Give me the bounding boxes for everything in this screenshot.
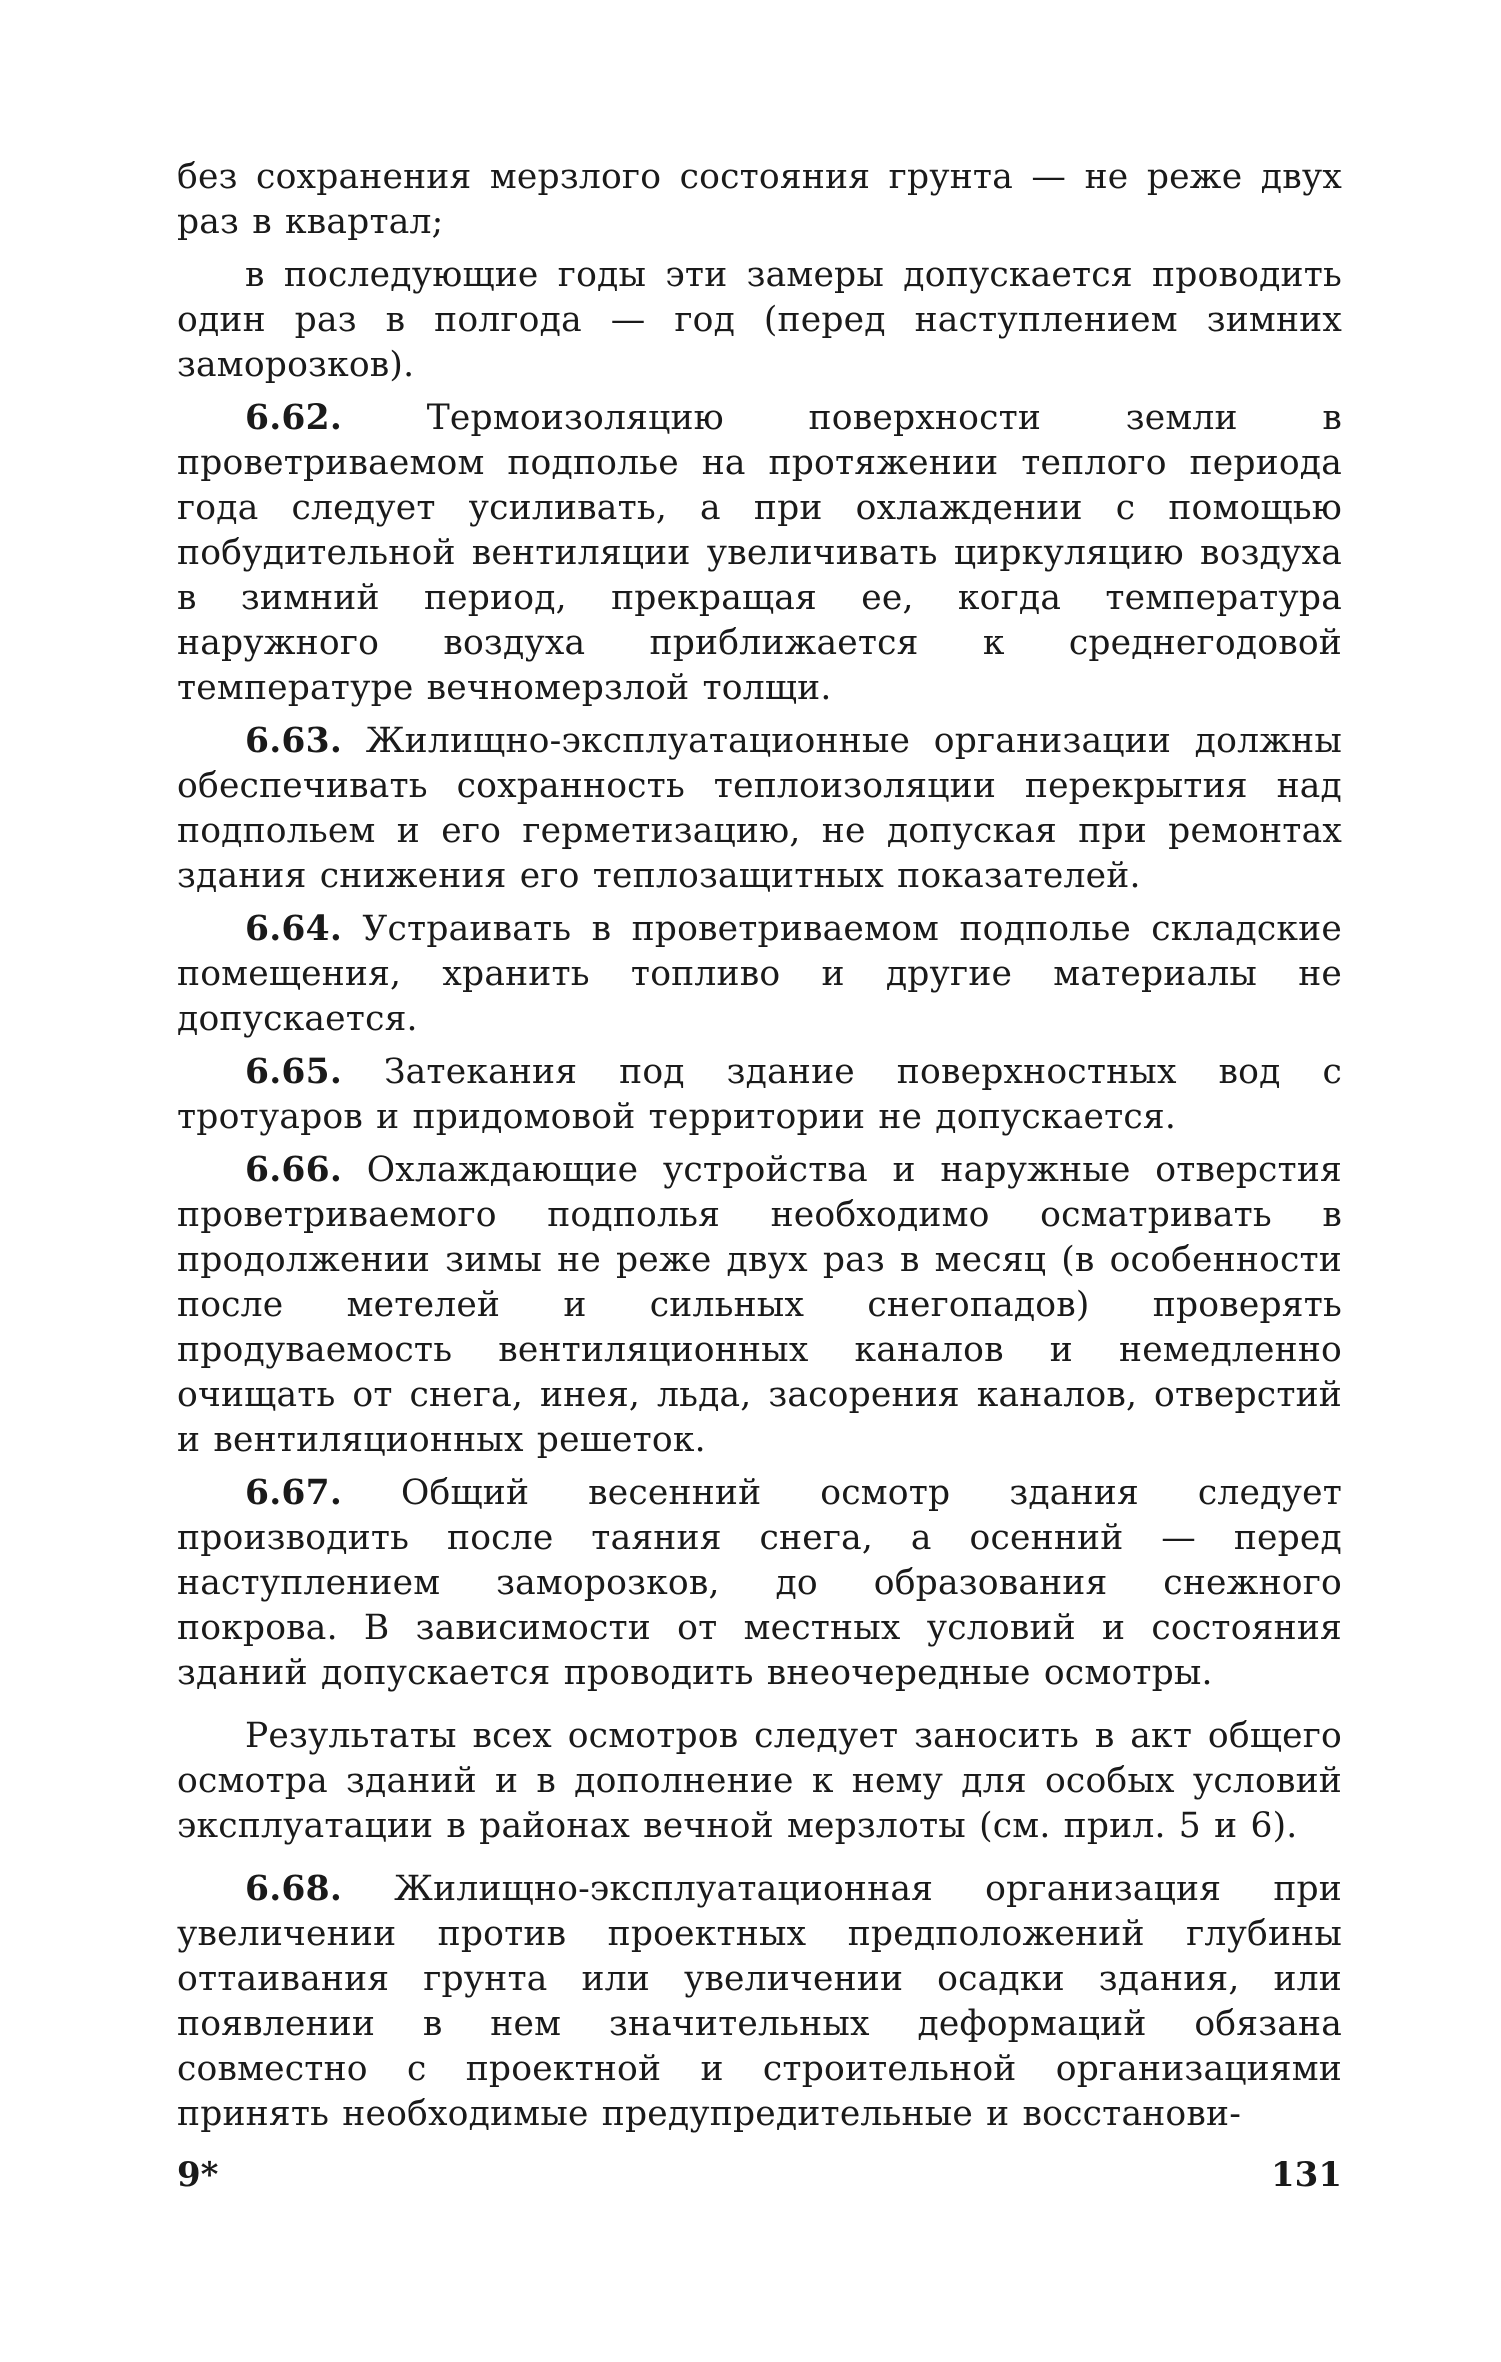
clause-6-62	[177, 396, 1342, 711]
clause-text: Жилищно-эксплуатационные организации должны обеспечивать сохранность теплоизоляции перекрытия над подпольем и его герметизацию, не допуская при ремонтах здания снижения его теплозащитных показателей.	[177, 721, 1342, 896]
clause-number: 6.64.	[245, 909, 343, 949]
clause-text: Общий весенний осмотр здания следует производить после таяния снега, а осенний — перед наступлением заморозков, до образования снежного покрова. В зависимости от местных условий и состояния зданий допускается проводить внеочередные осмотры.	[177, 1473, 1342, 1693]
clause-number: 6.68.	[245, 1869, 343, 1909]
paragraph-text: в последующие годы эти замеры допускается проводить один раз в полгода — год (перед наступлением зимних заморозков).	[177, 255, 1342, 385]
clause-6-65	[177, 1050, 1342, 1140]
paragraph-text: Результаты всех осмотров следует заносить в акт общего осмотра зданий и в дополнение к нему для особых условий эксплуатации в районах вечной мерзлоты (см. прил. 5 и 6).	[177, 1716, 1342, 1846]
paragraph-text: без сохранения мерзлого состояния грунта — не реже двух раз в квартал;	[177, 157, 1342, 242]
clause-text: Устраивать в проветриваемом подполье складские помещения, хранить топливо и другие материалы не допускается.	[177, 909, 1342, 1039]
page-footer	[177, 2155, 1342, 2195]
clause-6-64	[177, 907, 1342, 1042]
paragraph	[177, 253, 1342, 388]
paragraph-continuation	[177, 155, 1342, 245]
clause-text: Охлаждающие устройства и наружные отверстия проветриваемого подполья необходимо осматривать в продолжении зимы не реже двух раз в месяц (в особенности после метелей и сильных снегопадов) проверять продуваемость вентиляционных каналов и немедленно очищать от снега, инея, льда, засорения каналов, отверстий и вентиляционных решеток.	[177, 1150, 1343, 1460]
clause-text: Термоизоляцию поверхности земли в проветриваемом подполье на протяжении теплого периода года следует усиливать, а при охлаждении с помощью побудительной вентиляции увеличивать циркуляцию воздуха в зимний период, прекращая ее, когда температура наружного воздуха приближается к среднегодовой температуре вечномерзлой толщи.	[177, 398, 1342, 708]
clause-number: 6.62.	[245, 398, 343, 438]
page-body	[177, 155, 1342, 2145]
clause-6-67	[177, 1471, 1342, 1696]
clause-number: 6.65.	[245, 1052, 343, 1092]
signature-mark: 9*	[177, 2155, 219, 2195]
clause-6-63	[177, 719, 1342, 899]
clause-text: Жилищно-эксплуатационная организация при увеличении против проектных предположений глубины оттаивания грунта или увеличении осадки здания, или появлении в нем значительных деформаций обязана совместно с проектной и строительной организациями принять необходимые предупредительные и восстанови-	[177, 1869, 1342, 2134]
clause-number: 6.63.	[245, 721, 343, 761]
clause-number: 6.66.	[245, 1150, 343, 1190]
clause-number: 6.67.	[245, 1473, 343, 1513]
paragraph-results	[177, 1714, 1342, 1849]
clause-6-66	[177, 1148, 1342, 1463]
page-number: 131	[1271, 2155, 1342, 2195]
clause-text: Затекания под здание поверхностных вод с тротуаров и придомовой территории не допускается.	[177, 1052, 1342, 1137]
clause-6-68	[177, 1867, 1342, 2137]
